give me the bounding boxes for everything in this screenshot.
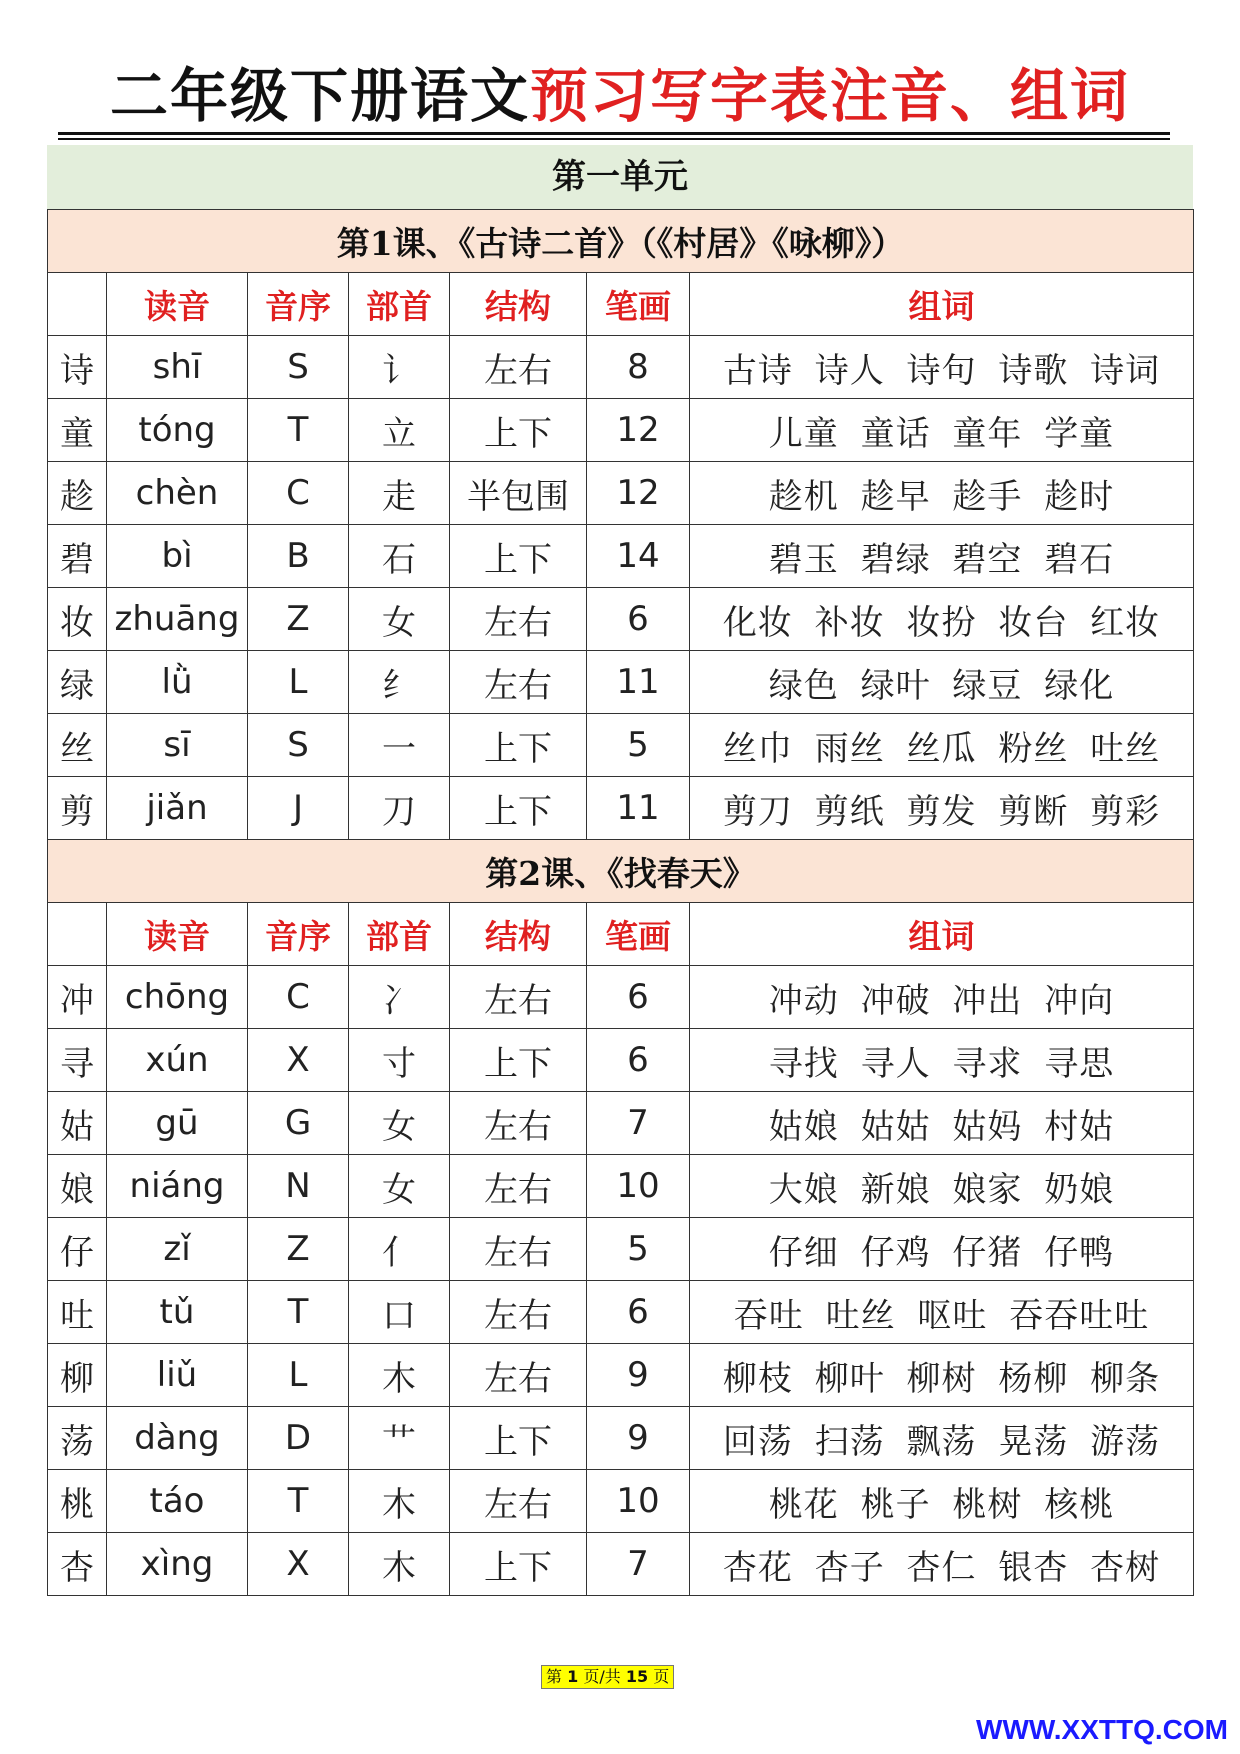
cell-strokes: 7 bbox=[587, 1533, 690, 1596]
cell-words: 吞吐 吐丝 呕吐 吞吞吐吐 bbox=[690, 1281, 1194, 1344]
column-header: 笔画 bbox=[587, 273, 690, 336]
cell-structure: 左右 bbox=[450, 1281, 587, 1344]
cell-structure: 左右 bbox=[450, 651, 587, 714]
cell-words: 大娘 新娘 娘家 奶娘 bbox=[690, 1155, 1194, 1218]
cell-strokes: 6 bbox=[587, 966, 690, 1029]
cell-char: 桃 bbox=[48, 1470, 107, 1533]
table-row bbox=[48, 399, 1194, 462]
cell-order: B bbox=[248, 525, 349, 588]
cell-structure: 左右 bbox=[450, 966, 587, 1029]
page-middle: 页/共 bbox=[583, 1667, 621, 1686]
cell-strokes: 9 bbox=[587, 1344, 690, 1407]
cell-radical: 讠 bbox=[349, 336, 450, 399]
cell-radical: 口 bbox=[349, 1281, 450, 1344]
column-header: 结构 bbox=[450, 903, 587, 966]
cell-radical: 木 bbox=[349, 1533, 450, 1596]
cell-radical: 一 bbox=[349, 714, 450, 777]
cell-order: C bbox=[248, 966, 349, 1029]
cell-strokes: 5 bbox=[587, 714, 690, 777]
cell-structure: 左右 bbox=[450, 588, 587, 651]
header-row bbox=[48, 273, 1194, 336]
cell-radical: 纟 bbox=[349, 651, 450, 714]
cell-structure: 半包围 bbox=[450, 462, 587, 525]
cell-char: 趁 bbox=[48, 462, 107, 525]
cell-pinyin: shī bbox=[107, 336, 248, 399]
cell-strokes: 5 bbox=[587, 1218, 690, 1281]
cell-pinyin: xún bbox=[107, 1029, 248, 1092]
cell-strokes: 6 bbox=[587, 588, 690, 651]
cell-order: C bbox=[248, 462, 349, 525]
cell-char: 妆 bbox=[48, 588, 107, 651]
table-row bbox=[48, 1407, 1194, 1470]
lesson-title-row bbox=[48, 210, 1194, 273]
cell-char: 碧 bbox=[48, 525, 107, 588]
cell-words: 剪刀 剪纸 剪发 剪断 剪彩 bbox=[690, 777, 1194, 840]
cell-char: 姑 bbox=[48, 1092, 107, 1155]
table-row bbox=[48, 336, 1194, 399]
cell-words: 仔细 仔鸡 仔猪 仔鸭 bbox=[690, 1218, 1194, 1281]
title-underline-thick bbox=[58, 132, 1170, 135]
column-header: 读音 bbox=[107, 273, 248, 336]
table-row bbox=[48, 462, 1194, 525]
column-header bbox=[48, 903, 107, 966]
cell-pinyin: tǔ bbox=[107, 1281, 248, 1344]
table-row bbox=[48, 1218, 1194, 1281]
cell-char: 诗 bbox=[48, 336, 107, 399]
cell-char: 杏 bbox=[48, 1533, 107, 1596]
table-row bbox=[48, 714, 1194, 777]
table-row bbox=[48, 525, 1194, 588]
cell-order: X bbox=[248, 1029, 349, 1092]
cell-strokes: 11 bbox=[587, 777, 690, 840]
cell-pinyin: zhuāng bbox=[107, 588, 248, 651]
cell-radical: 女 bbox=[349, 1092, 450, 1155]
cell-radical: 艹 bbox=[349, 1407, 450, 1470]
cell-order: S bbox=[248, 714, 349, 777]
cell-char: 剪 bbox=[48, 777, 107, 840]
table-row bbox=[48, 777, 1194, 840]
cell-structure: 左右 bbox=[450, 1155, 587, 1218]
column-header: 部首 bbox=[349, 903, 450, 966]
cell-strokes: 10 bbox=[587, 1155, 690, 1218]
cell-char: 吐 bbox=[48, 1281, 107, 1344]
cell-pinyin: dàng bbox=[107, 1407, 248, 1470]
cell-structure: 上下 bbox=[450, 714, 587, 777]
page-title bbox=[0, 58, 1240, 134]
cell-words: 绿色 绿叶 绿豆 绿化 bbox=[690, 651, 1194, 714]
cell-pinyin: táo bbox=[107, 1470, 248, 1533]
cell-radical: 女 bbox=[349, 588, 450, 651]
table-row bbox=[48, 1533, 1194, 1596]
cell-pinyin: jiǎn bbox=[107, 777, 248, 840]
cell-radical: 冫 bbox=[349, 966, 450, 1029]
cell-pinyin: zǐ bbox=[107, 1218, 248, 1281]
cell-pinyin: niáng bbox=[107, 1155, 248, 1218]
column-header: 结构 bbox=[450, 273, 587, 336]
cell-structure: 左右 bbox=[450, 1218, 587, 1281]
cell-order: N bbox=[248, 1155, 349, 1218]
cell-words: 儿童 童话 童年 学童 bbox=[690, 399, 1194, 462]
table-row bbox=[48, 588, 1194, 651]
cell-words: 杏花 杏子 杏仁 银杏 杏树 bbox=[690, 1533, 1194, 1596]
cell-structure: 左右 bbox=[450, 1344, 587, 1407]
page-current: 1 bbox=[567, 1667, 579, 1686]
page-prefix: 第 bbox=[546, 1667, 563, 1686]
table-row bbox=[48, 651, 1194, 714]
page-suffix: 页 bbox=[653, 1667, 670, 1686]
cell-pinyin: liǔ bbox=[107, 1344, 248, 1407]
cell-order: Z bbox=[248, 1218, 349, 1281]
cell-strokes: 7 bbox=[587, 1092, 690, 1155]
site-watermark: WWW.XXTTQ.COM bbox=[976, 1714, 1228, 1745]
cell-pinyin: sī bbox=[107, 714, 248, 777]
table-row bbox=[48, 1155, 1194, 1218]
cell-pinyin: bì bbox=[107, 525, 248, 588]
cell-pinyin: xìng bbox=[107, 1533, 248, 1596]
cell-char: 童 bbox=[48, 399, 107, 462]
cell-strokes: 6 bbox=[587, 1281, 690, 1344]
cell-order: G bbox=[248, 1092, 349, 1155]
column-header: 部首 bbox=[349, 273, 450, 336]
cell-order: X bbox=[248, 1533, 349, 1596]
cell-words: 桃花 桃子 桃树 核桃 bbox=[690, 1470, 1194, 1533]
cell-words: 冲动 冲破 冲出 冲向 bbox=[690, 966, 1194, 1029]
cell-words: 姑娘 姑姑 姑妈 村姑 bbox=[690, 1092, 1194, 1155]
character-table bbox=[47, 209, 1194, 1596]
column-header: 音序 bbox=[248, 903, 349, 966]
cell-structure: 上下 bbox=[450, 1029, 587, 1092]
cell-structure: 左右 bbox=[450, 1470, 587, 1533]
cell-structure: 上下 bbox=[450, 525, 587, 588]
cell-words: 丝巾 雨丝 丝瓜 粉丝 吐丝 bbox=[690, 714, 1194, 777]
table-row bbox=[48, 1344, 1194, 1407]
cell-words: 化妆 补妆 妆扮 妆台 红妆 bbox=[690, 588, 1194, 651]
lesson-title: 第2课、《找春天》 bbox=[48, 840, 1194, 903]
cell-radical: 木 bbox=[349, 1344, 450, 1407]
cell-structure: 上下 bbox=[450, 399, 587, 462]
cell-words: 碧玉 碧绿 碧空 碧石 bbox=[690, 525, 1194, 588]
cell-structure: 上下 bbox=[450, 1533, 587, 1596]
cell-pinyin: chōng bbox=[107, 966, 248, 1029]
cell-radical: 女 bbox=[349, 1155, 450, 1218]
table-row bbox=[48, 1470, 1194, 1533]
cell-radical: 寸 bbox=[349, 1029, 450, 1092]
column-header: 音序 bbox=[248, 273, 349, 336]
cell-pinyin: gū bbox=[107, 1092, 248, 1155]
cell-strokes: 11 bbox=[587, 651, 690, 714]
table-row bbox=[48, 1281, 1194, 1344]
title-red: 预习写字表注音、组词 bbox=[530, 62, 1131, 130]
cell-radical: 木 bbox=[349, 1470, 450, 1533]
cell-char: 荡 bbox=[48, 1407, 107, 1470]
cell-strokes: 8 bbox=[587, 336, 690, 399]
cell-strokes: 10 bbox=[587, 1470, 690, 1533]
lesson-title-row bbox=[48, 840, 1194, 903]
title-underline-thin bbox=[58, 138, 1170, 140]
cell-order: T bbox=[248, 399, 349, 462]
cell-structure: 左右 bbox=[450, 1092, 587, 1155]
table-row bbox=[48, 1092, 1194, 1155]
header-row bbox=[48, 903, 1194, 966]
table-row bbox=[48, 1029, 1194, 1092]
cell-char: 娘 bbox=[48, 1155, 107, 1218]
cell-char: 寻 bbox=[48, 1029, 107, 1092]
column-header: 组词 bbox=[690, 903, 1194, 966]
cell-structure: 上下 bbox=[450, 1407, 587, 1470]
cell-order: T bbox=[248, 1281, 349, 1344]
cell-words: 寻找 寻人 寻求 寻思 bbox=[690, 1029, 1194, 1092]
cell-radical: 亻 bbox=[349, 1218, 450, 1281]
cell-strokes: 12 bbox=[587, 399, 690, 462]
cell-radical: 刀 bbox=[349, 777, 450, 840]
cell-order: T bbox=[248, 1470, 349, 1533]
cell-order: Z bbox=[248, 588, 349, 651]
cell-char: 绿 bbox=[48, 651, 107, 714]
cell-char: 柳 bbox=[48, 1344, 107, 1407]
cell-words: 古诗 诗人 诗句 诗歌 诗词 bbox=[690, 336, 1194, 399]
page-number bbox=[541, 1665, 674, 1689]
cell-order: L bbox=[248, 1344, 349, 1407]
title-black: 二年级下册语文 bbox=[109, 62, 530, 130]
cell-structure: 左右 bbox=[450, 336, 587, 399]
cell-strokes: 14 bbox=[587, 525, 690, 588]
column-header: 读音 bbox=[107, 903, 248, 966]
cell-words: 趁机 趁早 趁手 趁时 bbox=[690, 462, 1194, 525]
cell-char: 仔 bbox=[48, 1218, 107, 1281]
column-header: 笔画 bbox=[587, 903, 690, 966]
column-header: 组词 bbox=[690, 273, 1194, 336]
page-total: 15 bbox=[625, 1667, 649, 1686]
cell-order: D bbox=[248, 1407, 349, 1470]
cell-order: J bbox=[248, 777, 349, 840]
cell-char: 冲 bbox=[48, 966, 107, 1029]
cell-order: L bbox=[248, 651, 349, 714]
cell-radical: 走 bbox=[349, 462, 450, 525]
cell-words: 回荡 扫荡 飘荡 晃荡 游荡 bbox=[690, 1407, 1194, 1470]
cell-structure: 上下 bbox=[450, 777, 587, 840]
cell-order: S bbox=[248, 336, 349, 399]
cell-radical: 立 bbox=[349, 399, 450, 462]
cell-pinyin: tóng bbox=[107, 399, 248, 462]
cell-strokes: 6 bbox=[587, 1029, 690, 1092]
cell-pinyin: chèn bbox=[107, 462, 248, 525]
table-row bbox=[48, 966, 1194, 1029]
cell-radical: 石 bbox=[349, 525, 450, 588]
cell-strokes: 9 bbox=[587, 1407, 690, 1470]
lesson-title: 第1课、《古诗二首》（《村居》《咏柳》） bbox=[48, 210, 1194, 273]
column-header bbox=[48, 273, 107, 336]
cell-strokes: 12 bbox=[587, 462, 690, 525]
cell-words: 柳枝 柳叶 柳树 杨柳 柳条 bbox=[690, 1344, 1194, 1407]
cell-pinyin: lǜ bbox=[107, 651, 248, 714]
unit-banner: 第一单元 bbox=[47, 145, 1193, 209]
cell-char: 丝 bbox=[48, 714, 107, 777]
